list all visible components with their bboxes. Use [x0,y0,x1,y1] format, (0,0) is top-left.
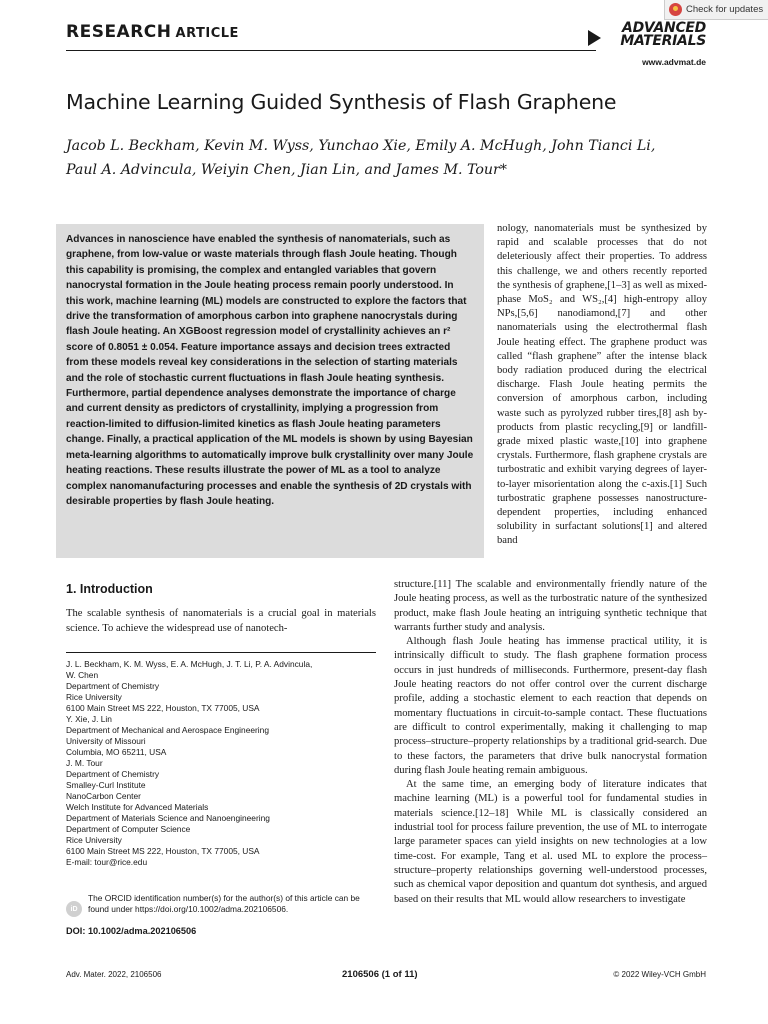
intro-left-paragraph: The scalable synthesis of nanomaterials is a crucial goal in materials science. To achieve the widespread use of nanotech- [66,608,376,634]
affiliation-line: J. M. Tour [66,758,103,768]
affiliation-line: Y. Xie, J. Lin [66,714,112,724]
affiliation-line: Department of Chemistry [66,769,160,779]
affiliation-line: Welch Institute for Advanced Materials [66,802,209,812]
orcid-text[interactable]: The ORCID identification number(s) for the author(s) of this article can be found under https://doi.org/10.1002/adma.202106506. [88,893,360,914]
intro-paragraph: Although flash Joule heating has immense practical utility, it is intrinsically difficult to study. The flash graphene formation process occurs in just hundreds of milliseconds. Furthermore, present-day flash Joule heating reactors do not offer control over the current discharge profile, adding a stochastic element to each reaction that depends on momentary fluctuations in circuit-to-sample contact. These fluctuations are difficult to control experimentally, making it challenging to map process–structure–property relationships by a traditional grid-search. Due to these factors, the parameters that drive bulk nanocrystal formation during flash Joule heating remain ambiguous. [394,636,707,776]
header-divider [66,50,596,51]
section-header [66,22,239,42]
article-title: Machine Learning Guided Synthesis of Flash Graphene [66,90,617,114]
footer-citation: Adv. Mater. 2022, 2106506 [66,970,162,979]
intro-paragraph: At the same time, an emerging body of literature indicates that machine learning (ML) is a powerful tool for fundamental studies in materials science.[12–18] While ML is classically considered an industrial tool for process failure prevention, the use of ML to interrogate large parameter spaces can yield insights on new technologies at a low time-cost. For example, Tang et al. used ML to explore the process–structure–property relationships governing well-understood processes, such as chemical vapor deposition and quantum dot synthesis, and argued based on their results that ML would allow researchers to investigate [394,779,707,905]
affiliation-line: J. L. Beckham, K. M. Wyss, E. A. McHugh, J. T. Li, P. A. Advincula, [66,659,313,669]
intro-right-column [394,578,707,907]
journal-logo-line2: MATERIALS [620,33,706,49]
affiliation-line: W. Chen [66,670,99,680]
orcid-note [66,893,378,917]
affiliation-line: Columbia, MO 65211, USA [66,747,167,757]
affiliation-line: Department of Materials Science and Nanoengineering [66,813,270,823]
affiliation-line: University of Missouri [66,736,146,746]
check-for-updates-button[interactable] [664,0,768,20]
affiliations [66,659,378,868]
journal-logo-line1: ADVANCED [622,20,706,36]
section-label: RESEARCH [66,22,172,42]
affiliation-line: Rice University [66,835,122,845]
affiliation-line: 6100 Main Street MS 222, Houston, TX 77005, USA [66,846,260,856]
affiliation-line: NanoCarbon Center [66,791,141,801]
author-list [66,134,716,182]
crossmark-icon [669,3,682,16]
affiliation-line: Department of Mechanical and Aerospace Engineering [66,725,269,735]
introduction-heading: 1. Introduction [66,582,153,596]
footer-page-number: 2106506 (1 of 11) [342,969,418,980]
doi-label[interactable]: DOI: 10.1002/adma.202106506 [66,926,197,936]
journal-url[interactable]: www.advmat.de [642,57,706,67]
authors-line-2: Paul A. Advincula, Weiyin Chen, Jian Lin, and James M. Tour* [66,162,507,178]
section-sub-label: ARTICLE [175,26,239,41]
affiliation-line: Department of Chemistry [66,681,160,691]
journal-logo-triangle-icon [588,30,601,46]
journal-logo [604,22,706,48]
intro-paragraph: structure.[11] The scalable and environmentally friendly nature of the Joule heating process, as well as the turbostratic nature of the synthesized product, make flash Joule heating an intriguing synthetic technique that warrants further study and analysis. [394,579,707,633]
footer-copyright: © 2022 Wiley-VCH GmbH [613,970,706,979]
affiliation-line: 6100 Main Street MS 222, Houston, TX 77005, USA [66,703,260,713]
affiliation-line: Smalley-Curl Institute [66,780,146,790]
affiliation-email[interactable]: E-mail: tour@rice.edu [66,857,148,867]
affiliation-line: Rice University [66,692,122,702]
affiliation-divider [66,652,376,653]
abstract-box: Advances in nanoscience have enabled the synthesis of nanomaterials, such as graphene, from low-value or waste materials through flash Joule heating. Though this capability is promising, the complex and entangled variables that govern nanocrystal formation in the Joule heating process remain poorly understood. In this work, machine learning (ML) models are constructed to explore the factors that drive the transformation of amorphous carbon into graphene nanocrystals during flash Joule heating. An XGBoost regression model of crystallinity achieves an r² score of 0.8051 ± 0.054. Feature importance assays and decision trees extracted from these models reveal key considerations in the selection of starting materials and the role of stochastic current fluctuations in flash Joule heating synthesis. Furthermore, partial dependence analyses demonstrate the importance of charge and current density as predictors of crystallinity, implying a progression from reaction-limited to diffusion-limited kinetics as flash Joule heating parameters change. Finally, a practical application of the ML models is shown by using Bayesian meta-learning algorithms to automatically improve bulk crystallinity over many Joule heating reactions. These results illustrate the power of ML as a tool to analyze complex nanomanufacturing processes and enable the synthesis of 2D crystals with desirable properties by flash Joule heating. [56,224,484,558]
check-for-updates-label: Check for updates [686,4,764,15]
affiliation-line: Department of Computer Science [66,824,191,834]
authors-line-1: Jacob L. Beckham, Kevin M. Wyss, Yunchao Xie, Emily A. McHugh, John Tianci Li, [66,138,656,154]
orcid-icon: iD [66,901,82,917]
intro-right-top-paragraph: nology, nanomaterials must be synthesized by rapid and scalable processes that do not deleteriously affect their properties. To address this challenge, we and others recently reported the synthesis of graphene,[1–3] as well as mixed-phase MoS₂ and WS₂,[4] high-entropy alloy NPs,[5,6] nanodiamond,[7] and other nanomaterials using the electrothermal flash Joule heating effect. The graphene product was called “flash graphene” after the intense black body radiation produced during the electrical discharge. Flash Joule heating permits the conversion of amorphous carbon, including waste such as pyrolyzed rubber tires,[8] ash by-products from plastic recycling,[9] or landfill-grade mixed plastic waste,[10] into graphene crystals. Furthermore, flash graphene crystals are turbostratic and exhibit varying degrees of layer-to-layer misorientation along the c-axis.[1] Such turbostratic graphene possesses nanostructure-dependent properties, including enhanced solubility in surfactant solutions[1] and altered band [497,223,707,547]
